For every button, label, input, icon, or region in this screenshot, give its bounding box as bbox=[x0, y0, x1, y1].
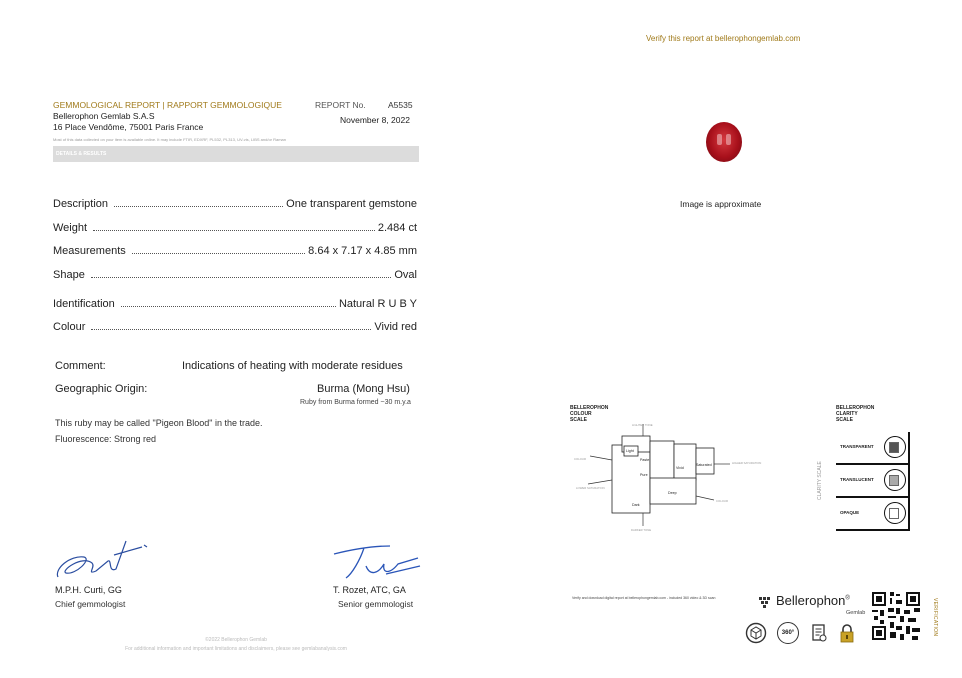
axis-higher-saturation: HIGHER SATURATION bbox=[732, 461, 762, 465]
detail-row-identification bbox=[53, 296, 417, 310]
footer-verify-small: Verify and download digital report at bellerophongemlab.com - included 360 video & 3D scan bbox=[572, 596, 716, 600]
origin-label: Geographic Origin: bbox=[55, 383, 148, 395]
signatory-role: Chief gemmologist bbox=[55, 599, 126, 609]
leader-dots bbox=[132, 253, 305, 254]
detail-value: Natural R U B Y bbox=[338, 298, 417, 310]
comment-value: Indications of heating with moderate residues bbox=[182, 360, 403, 372]
leader-dots bbox=[91, 277, 392, 278]
colour-cell-dark: Dark bbox=[632, 503, 640, 507]
brand-name: Bellerophon® bbox=[776, 593, 850, 608]
axis-colour-right: COLOUR bbox=[716, 499, 728, 503]
detail-row-shape bbox=[53, 267, 417, 281]
colour-cell-pastel: Pastel bbox=[640, 458, 650, 462]
colour-scale-title: BELLEROPHON COLOUR SCALE bbox=[570, 405, 609, 423]
axis-darker-tone: DARKER TONE bbox=[631, 528, 652, 532]
lab-name: Bellerophon Gemlab S.A.S bbox=[53, 111, 155, 121]
lock-icon bbox=[838, 622, 856, 644]
axis-lower-saturation: LOWER SATURATION bbox=[576, 486, 605, 490]
detail-value: 2.484 ct bbox=[377, 222, 417, 234]
footer-info: For additional information and important limitations and disclaimers, please see gemlabanalysis.com bbox=[125, 646, 347, 652]
origin-note: Ruby from Burma formed ~30 m.y.a bbox=[300, 399, 411, 406]
fluorescence: Fluorescence: Strong red bbox=[55, 434, 157, 444]
signatory-name: T. Rozet, ATC, GA bbox=[333, 585, 406, 595]
lab-address: 16 Place Vendôme, 75001 Paris France bbox=[53, 122, 204, 132]
bellerophon-logo-icon bbox=[757, 595, 773, 609]
axis-colour-left: COLOUR bbox=[574, 457, 586, 461]
clarity-axis-label: CLARITY SCALE bbox=[817, 461, 823, 500]
ruby-image bbox=[706, 122, 742, 162]
signature-rozet bbox=[330, 540, 425, 585]
detail-value: 8.64 x 7.17 x 4.85 mm bbox=[308, 245, 417, 257]
signatory-name: M.P.H. Curti, GG bbox=[55, 585, 122, 595]
detail-label: Weight bbox=[53, 222, 88, 234]
signatory-role: Senior gemmologist bbox=[338, 599, 414, 609]
detail-label: Description bbox=[53, 198, 109, 210]
clarity-scale-title: BELLEROPHON CLARITY SCALE bbox=[836, 405, 875, 423]
detail-row-description bbox=[53, 196, 417, 210]
detail-row-colour bbox=[53, 319, 417, 333]
report-title: GEMMOLOGICAL REPORT | RAPPORT GEMMOLOGIQUE bbox=[53, 100, 282, 110]
report-document-icon[interactable] bbox=[808, 622, 830, 644]
3d-scan-icon[interactable] bbox=[745, 622, 767, 644]
comment-label: Comment: bbox=[55, 360, 106, 372]
colour-cell-deep: Deep bbox=[668, 491, 677, 495]
detail-row-weight bbox=[53, 220, 417, 234]
detail-label: Identification bbox=[53, 298, 115, 310]
section-bar-label: DETAILS & RESULTS bbox=[56, 151, 107, 157]
colour-cell-vivid: Vivid bbox=[676, 466, 684, 470]
leader-dots bbox=[91, 329, 371, 330]
leader-dots bbox=[114, 206, 283, 207]
clarity-level-translucent: TRANSLUCENT bbox=[836, 465, 910, 498]
report-date: November 8, 2022 bbox=[340, 115, 410, 125]
brand-sub: Gemlab bbox=[846, 610, 866, 616]
signature-curti bbox=[52, 533, 157, 583]
detail-value: Vivid red bbox=[374, 321, 417, 333]
detail-row-measurements bbox=[53, 243, 417, 257]
origin-value: Burma (Mong Hsu) bbox=[317, 383, 410, 395]
verification-qr-code[interactable] bbox=[870, 590, 922, 642]
colour-cell-pure: Pure bbox=[640, 473, 648, 477]
colour-scale-diagram bbox=[568, 420, 762, 535]
detail-value: One transparent gemstone bbox=[286, 198, 417, 210]
clarity-level-opaque: OPAQUE bbox=[836, 498, 910, 531]
image-note: Image is approximate bbox=[680, 199, 762, 209]
verification-label: VERIFICATION bbox=[932, 598, 938, 637]
colour-cell-saturated: Saturated bbox=[696, 463, 712, 467]
colour-cell-light: Light bbox=[626, 449, 634, 453]
trade-note: This ruby may be called "Pigeon Blood" in the trade. bbox=[55, 418, 263, 428]
axis-lighter-tone: LIGHTER TONE bbox=[632, 423, 653, 427]
report-no-label: REPORT No. bbox=[315, 100, 366, 110]
leader-dots bbox=[121, 306, 336, 307]
clarity-level-transparent: TRANSPARENT bbox=[836, 432, 910, 465]
verify-link[interactable]: Verify this report at bellerophongemlab.com bbox=[646, 34, 801, 43]
detail-label: Measurements bbox=[53, 245, 126, 257]
footer-copyright: ©2022 Bellerophon Gemlab bbox=[205, 637, 267, 643]
leader-dots bbox=[93, 230, 375, 231]
data-disclaimer: Most of this data collected on your item is available online. It may include FTIR, EDXRF, PL532, PL313, UV-vis, LIBS and/or Raman bbox=[53, 137, 286, 142]
detail-label: Colour bbox=[53, 321, 86, 333]
report-no: A5535 bbox=[388, 100, 413, 110]
detail-value: Oval bbox=[394, 269, 417, 281]
detail-label: Shape bbox=[53, 269, 85, 281]
section-bar bbox=[53, 146, 419, 162]
360-video-icon[interactable]: 360° bbox=[777, 622, 799, 644]
